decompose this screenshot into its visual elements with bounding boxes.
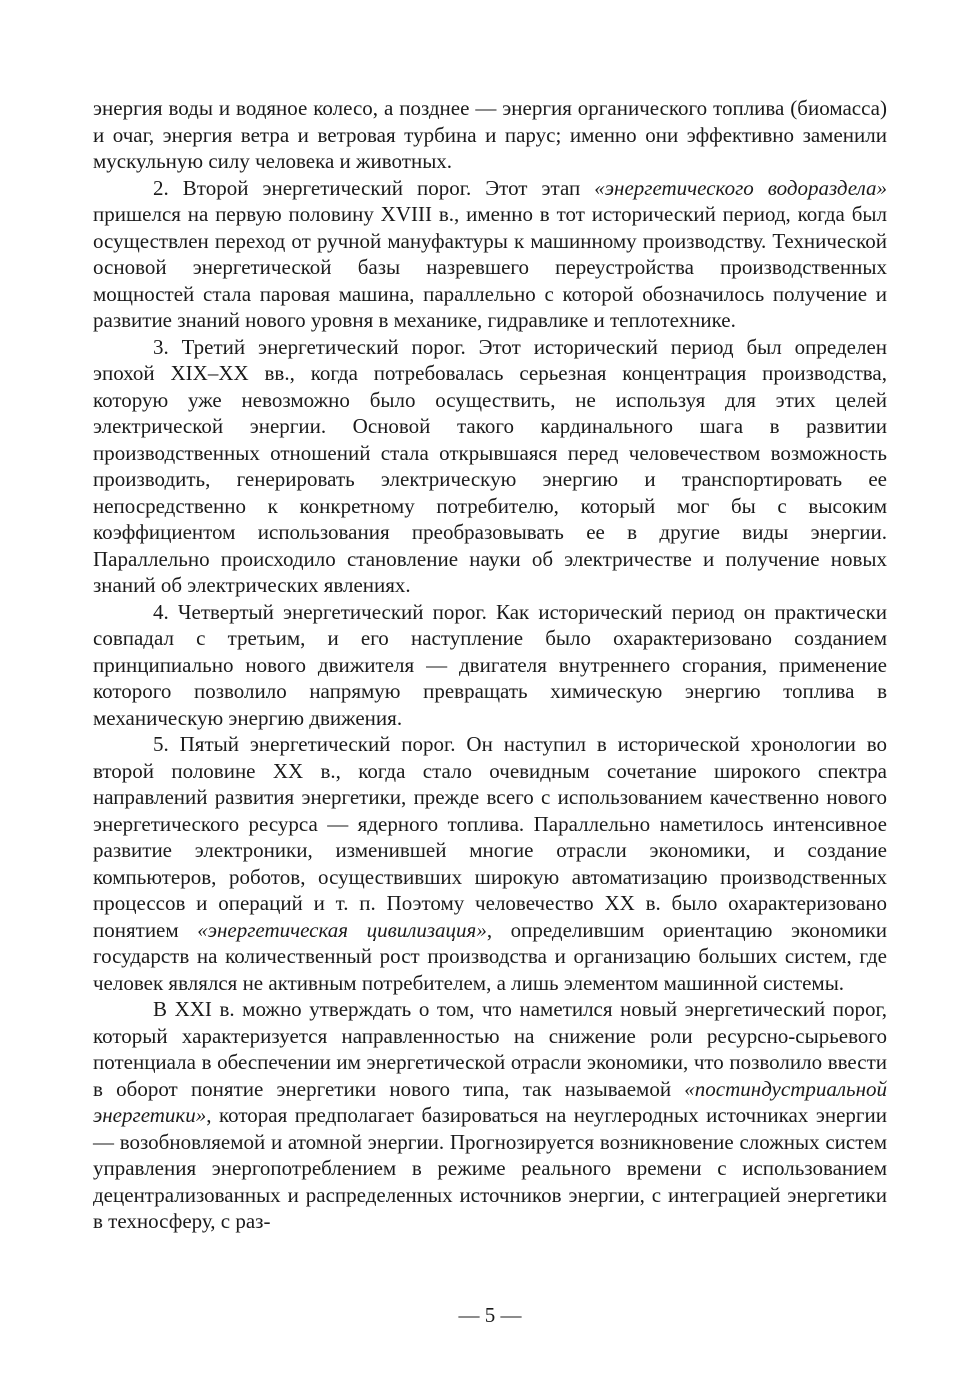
paragraph-threshold-2	[93, 175, 887, 334]
paragraph-text: 5. Пятый энергетический порог. Он наступил в исторической хронологии во второй половине XX в., когда стало очевидным сочетание широкого спектра направлений развития энергетики, прежде всего с использованием качественно нового энергетического ресурса — ядерного топлива. Параллельно наметилось интенсивное развитие электроники, изменившей многие отрасли экономики, и создание компьютеров, роботов, осуществивших широкую автоматизацию производственных процессов и операций и т. п. Поэтому человечество XX в. было охарактеризовано понятием	[93, 732, 887, 942]
paragraph-text: 3. Третий энергетический порог. Этот исторический период был определен эпохой XIX–XX вв., когда потребовалась серьезная концентрация производства, которую уже невозможно было осуществить, не используя для этих целей электрической энергии. Основой такого кардинального шага в развитии производственных отношений стала открывшаяся перед человечеством возможность производить, генерировать электрическую энергию и транспортировать ее непосредственно к конкретному потребителю, который мог бы с высоким коэффициентом использования преобразовывать ее в другие виды энергии. Параллельно происходило становление науки об электричестве и получение новых знаний об электрических явлениях.	[93, 334, 887, 597]
paragraph-text: пришелся на первую половину XVIII в., именно в тот исторический период, когда был осуществлен переход от ручной мануфактуры к машинному производству. Технической основой энергетической базы назревшего переустройства производственных мощностей стала паровая машина, параллельно с которой обозначилось получение и развитие знаний нового уровня в механике, гидравлике и теплотехнике.	[93, 202, 887, 332]
paragraph-text: энергия воды и водяное колесо, а позднее — энергия органического топлива (биомасса) и очаг, энергия ветра и ветровая турбина и парус; именно они эффективно заменили мускульную силу человека и животных.	[93, 96, 887, 173]
paragraph-text: 2. Второй энергетический порог. Этот этап	[153, 175, 595, 200]
paragraph-threshold-4	[93, 599, 887, 732]
paragraph-21st-century	[93, 996, 887, 1235]
paragraph-text: В XXI в. можно утверждать о том, что наметился новый энергетический порог, который характеризуется направленностью на снижение роли ресурсно-сырьевого потенциала в обеспечении им энергетической отрасли экономики, что позволило ввести в оборот понятие энергетики нового типа, так называемой	[93, 997, 887, 1101]
paragraph-continuation	[93, 95, 887, 175]
paragraph-text: 4. Четвертый энергетический порог. Как исторический период он практически совпадал с третьим, и его наступление было охарактеризовано созданием принципиально нового движителя — двигателя внутреннего сгорания, применение которого позволило напрямую превращать химическую энергию топлива в механическую энергию движения.	[93, 599, 887, 730]
italic-term: «энергетическая цивилизация»	[197, 917, 487, 942]
page-body	[93, 95, 887, 1235]
paragraph-threshold-5	[93, 731, 887, 996]
page-number: — 5 —	[458, 1303, 522, 1327]
italic-term: «постиндустриальной энергетики»	[93, 1076, 887, 1127]
italic-term: «энергетического водораздела»	[594, 175, 887, 200]
paragraph-text: , определившим ориентацию экономики государств на количественный рост производства и организацию больших систем, где человек являлся не активным потребителем, а лишь элементом машинной системы.	[93, 917, 887, 995]
paragraph-threshold-3	[93, 334, 887, 599]
paragraph-text: , которая предполагает базироваться на неуглеродных источниках энергии — возобновляемой и атомной энергии. Прогнозируется возникновение сложных систем управления энергопотреблением в режиме реального времени с использованием децентрализованных и распределенных источников энергии, с интеграцией энергетики в техносферу, с раз-	[93, 1103, 887, 1233]
